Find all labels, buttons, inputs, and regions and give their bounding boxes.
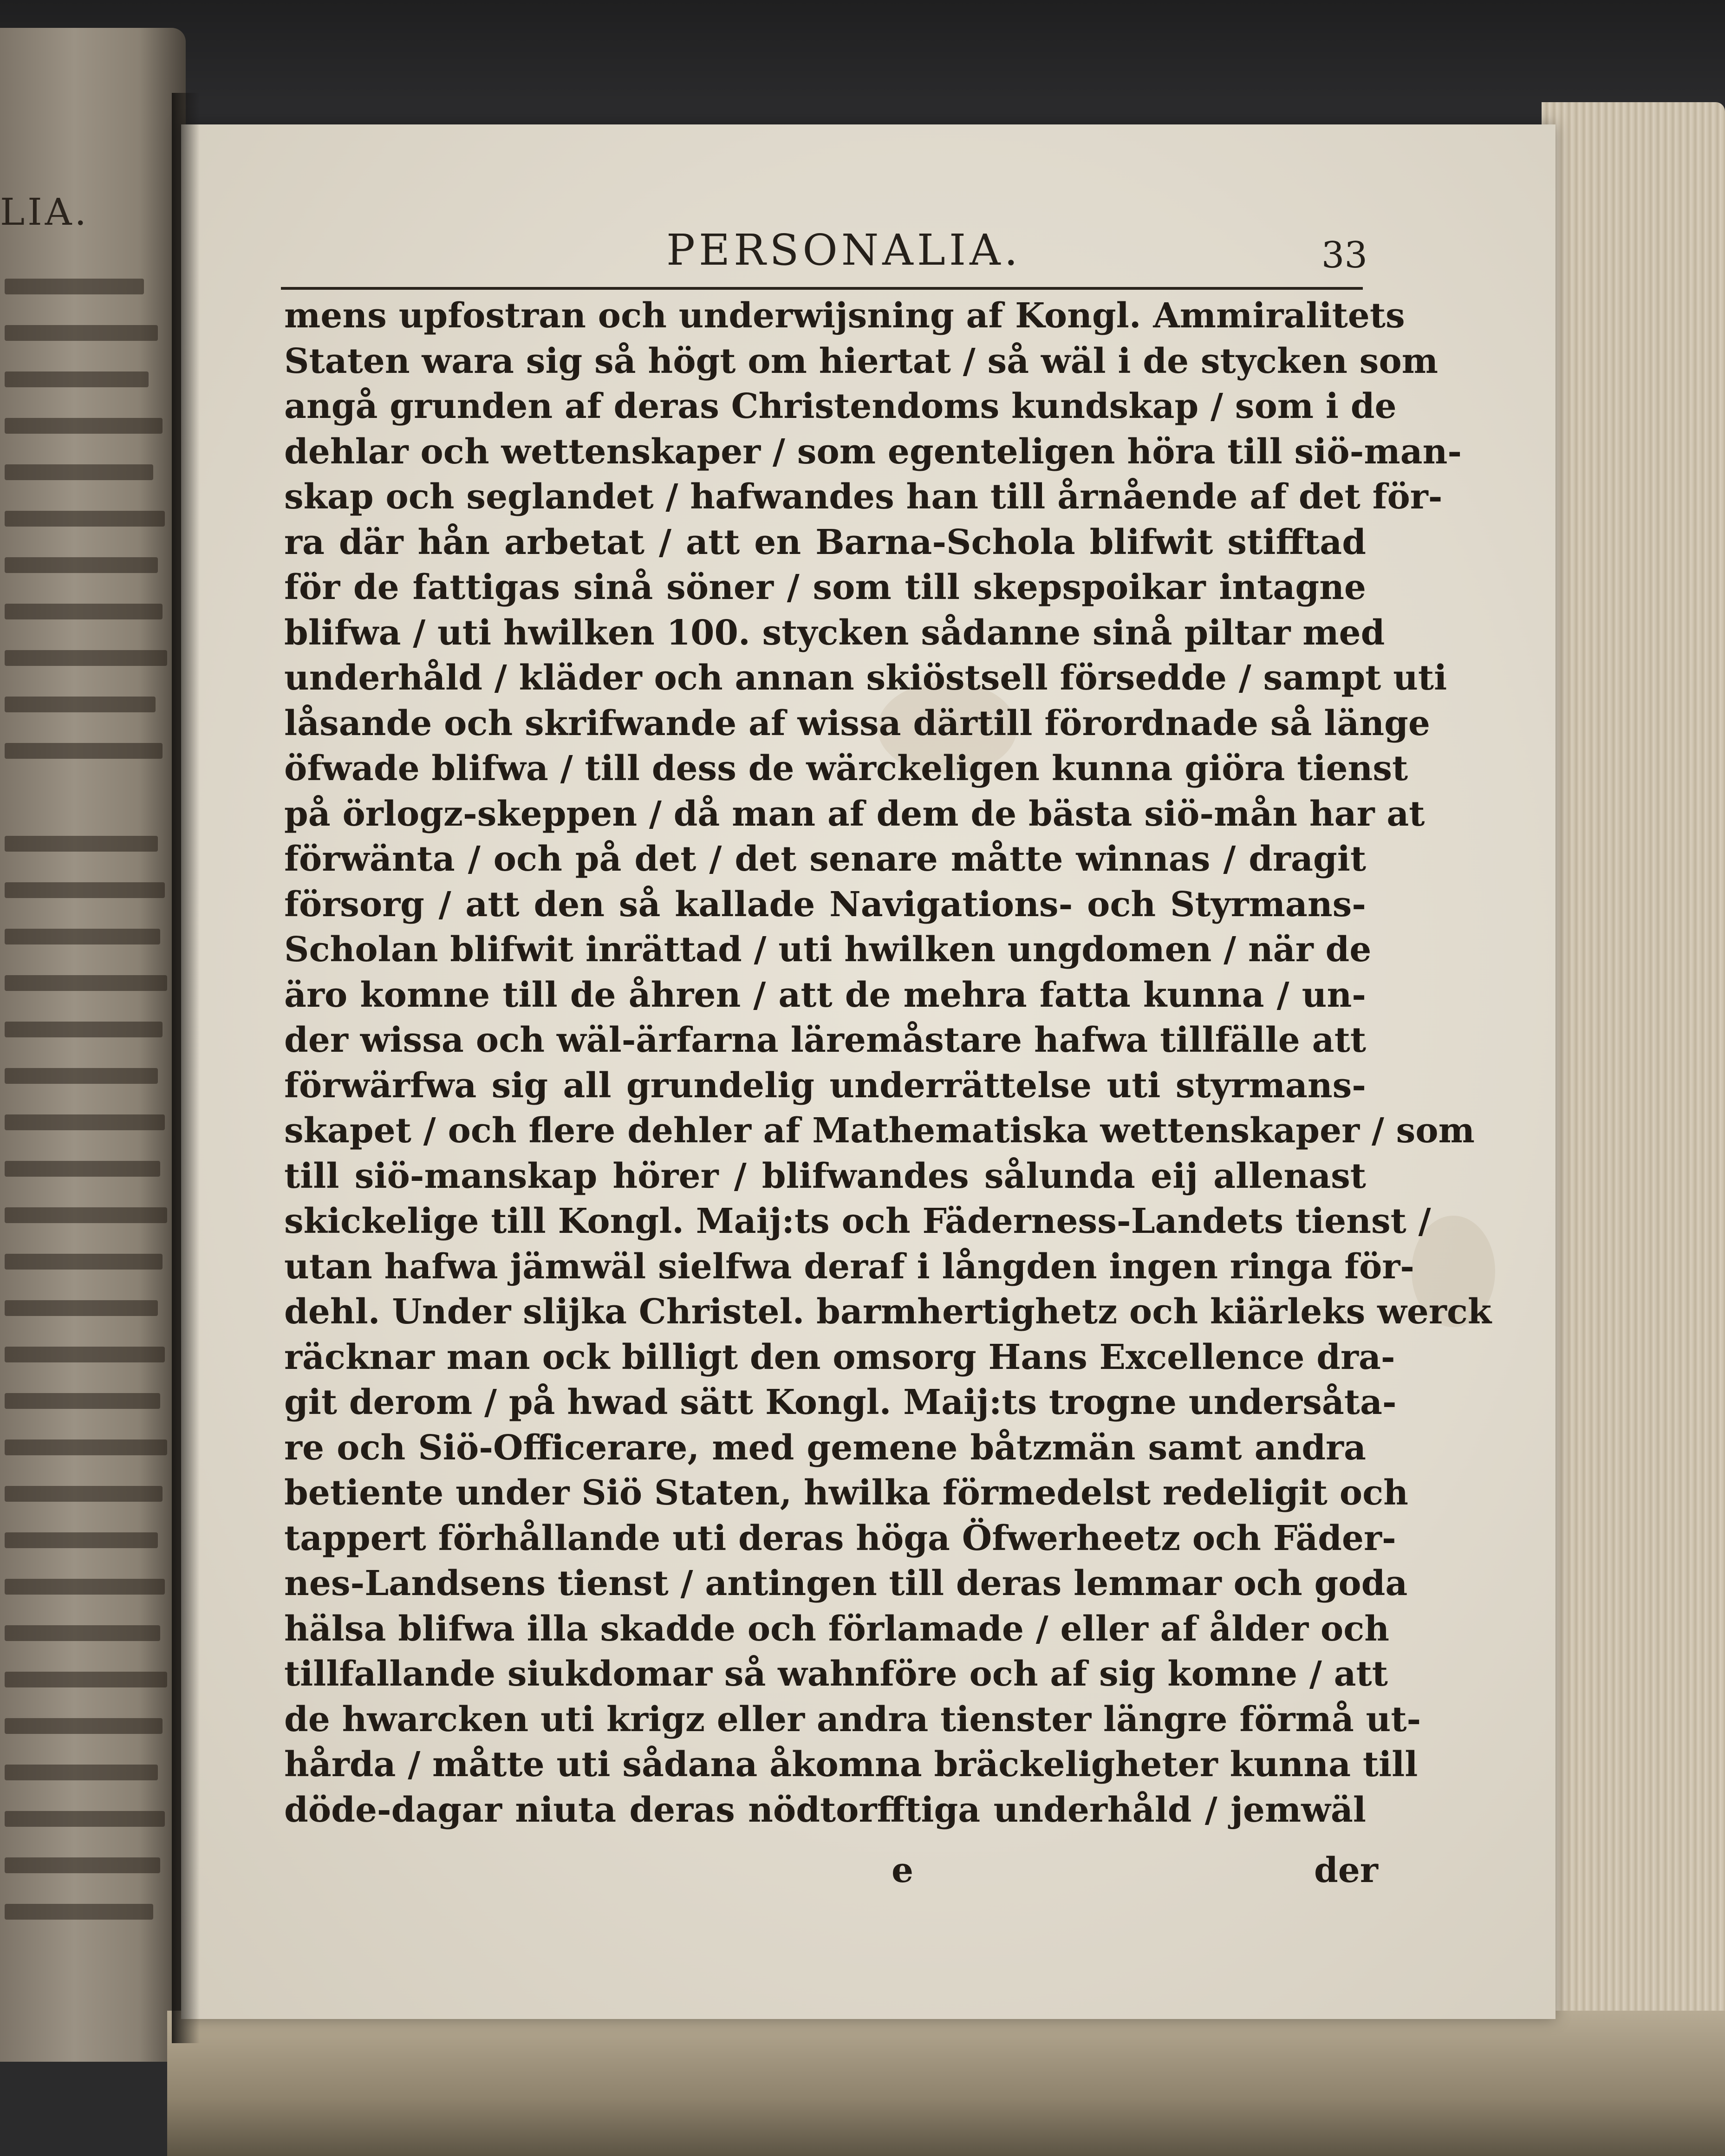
left-page-text-line (5, 1161, 160, 1177)
text-line: angå grunden af deras Christendoms kundskap / som i de (284, 386, 1397, 426)
left-page-text-line (5, 418, 163, 434)
book-bottom-edge (167, 2011, 1725, 2156)
left-page-text-line (5, 1114, 165, 1130)
text-line: ra där hån arbetat / att en Barna-Schola blifwit stifftad (284, 522, 1366, 562)
left-page-text-line (5, 1486, 163, 1502)
left-page-text-line (5, 1532, 158, 1548)
left-page-text-line (5, 1347, 165, 1362)
text-line: skickelige till Kongl. Maij:ts och Fäderness-Landets tienst / (284, 1201, 1431, 1241)
gutter-shadow (172, 93, 200, 2043)
text-line: försorg / att den så kallade Navigations- och Styrmans- (284, 884, 1366, 925)
left-page-text-line (5, 1393, 160, 1409)
text-line: äro komne till de åhren / att de mehra fatta kunna / un- (284, 975, 1366, 1015)
left-page-text-line (5, 557, 158, 573)
page-number: 33 (1321, 234, 1367, 276)
dark-backdrop (0, 0, 1725, 139)
text-line: git derom / på hwad sätt Kongl. Maij:ts trogne undersåta- (284, 1382, 1397, 1422)
left-page-text-line (5, 1904, 153, 1920)
text-line: underhåld / kläder och annan skiöstsell försedde / sampt uti (284, 658, 1447, 698)
text-line: re och Siö-Officerare, med gemene båtzmän samt andra (284, 1427, 1366, 1468)
left-page-text-line (5, 279, 144, 294)
text-line: hårda / måtte uti sådana åkomna bräckeligheter kunna till (284, 1745, 1418, 1785)
running-head (281, 225, 1367, 281)
left-page-text-line (5, 1022, 163, 1037)
left-page-text-line (5, 743, 163, 759)
text-line: tillfallande siukdomar så wahnföre och af sig komne / att (284, 1654, 1388, 1694)
text-line: öfwade blifwa / till dess de wärckeligen kunna giöra tienst (284, 749, 1408, 788)
left-page (0, 28, 186, 2062)
left-page-text-line (5, 1625, 160, 1641)
text-line: der wissa och wäl-ärfarna läremåstare hafwa tillfälle att (284, 1020, 1366, 1060)
text-line: hälsa blifwa illa skadde och förlamade / eller af ålder och (284, 1609, 1390, 1649)
catchword: der (1314, 1850, 1378, 1890)
left-page-text-line (5, 371, 149, 387)
left-page-text-line (5, 882, 165, 898)
page-edges (1542, 102, 1725, 2099)
body-text (284, 293, 1492, 1833)
left-page-text-line (5, 511, 165, 527)
left-page-heading: LIA. (0, 190, 89, 234)
left-page-text-line (5, 1440, 167, 1455)
left-page-text-line (5, 1811, 165, 1827)
text-line: Staten wara sig så högt om hiertat / så wäl i de stycken som (284, 341, 1438, 381)
text-line: betiente under Siö Staten, hwilka förmedelst redeligit och (284, 1473, 1408, 1513)
left-page-text-line (5, 836, 158, 852)
left-page-text-line (5, 464, 153, 480)
text-line: tappert förhållande uti deras höga Öfwerheetz och Fäder- (284, 1518, 1396, 1558)
text-line: blifwa / uti hwilken 100. stycken sådanne sinå piltar med (284, 612, 1385, 653)
left-page-text-line (5, 650, 167, 666)
left-page-text-line (5, 1579, 165, 1595)
text-line: förwärfwa sig all grundelig underrättelse uti styrmans- (284, 1065, 1366, 1106)
text-line: på örlogz-skeppen / då man af dem de bästa siö-mån har at (284, 794, 1425, 834)
left-page-text-line (5, 325, 158, 341)
left-page-text-line (5, 1718, 163, 1734)
head-rule (281, 287, 1363, 290)
left-page-text-line (5, 1254, 163, 1270)
text-line: döde-dagar niuta deras nödtorfftiga underhåld / jemwäl (284, 1790, 1366, 1830)
signature-mark: e (892, 1850, 914, 1890)
text-line: räcknar man ock billigt den omsorg Hans Excellence dra- (284, 1337, 1395, 1377)
text-line: utan hafwa jämwäl sielfwa deraf i långden ingen ringa för- (284, 1246, 1415, 1287)
left-page-text-line (5, 975, 167, 991)
running-title: PERSONALIA. (666, 225, 1022, 275)
text-line: låsande och skrifwande af wissa därtill förordnade så länge (284, 703, 1430, 743)
text-line: skap och seglandet / hafwandes han till årnående af det för- (284, 477, 1443, 517)
text-line: dehl. Under slijka Christel. barmhertighetz och kiärleks werck (284, 1292, 1492, 1332)
left-page-text-line (5, 1672, 167, 1687)
left-page-text-line (5, 1857, 160, 1873)
left-page-text-line (5, 1068, 158, 1084)
text-line: nes-Landsens tienst / antingen till deras lemmar och goda (284, 1563, 1408, 1603)
text-line: till siö-manskap hörer / blifwandes sålunda eij allenast (284, 1156, 1366, 1196)
left-page-text-line (5, 697, 156, 712)
text-line: mens upfostran och underwijsning af Kongl. Ammiralitets (284, 296, 1405, 336)
text-line: de hwarcken uti krigz eller andra tienster längre förmå ut- (284, 1699, 1421, 1739)
text-line: skapet / och flere dehler af Mathematiska wettenskaper / som (284, 1111, 1475, 1151)
left-page-text-line (5, 1765, 158, 1780)
text-line: Scholan blifwit inrättad / uti hwilken ungdomen / när de (284, 930, 1372, 970)
text-line: förwänta / och på det / det senare måtte winnas / dragit (284, 839, 1366, 879)
left-page-text-line (5, 604, 163, 619)
left-page-text-line (5, 1300, 158, 1316)
left-page-text-line (5, 929, 160, 944)
text-line: för de fattigas sinå söner / som till skepspoikar intagne (284, 567, 1366, 607)
text-line: dehlar och wettenskaper / som egenteligen höra till siö-man- (284, 431, 1462, 472)
left-page-text-line (5, 1207, 167, 1223)
